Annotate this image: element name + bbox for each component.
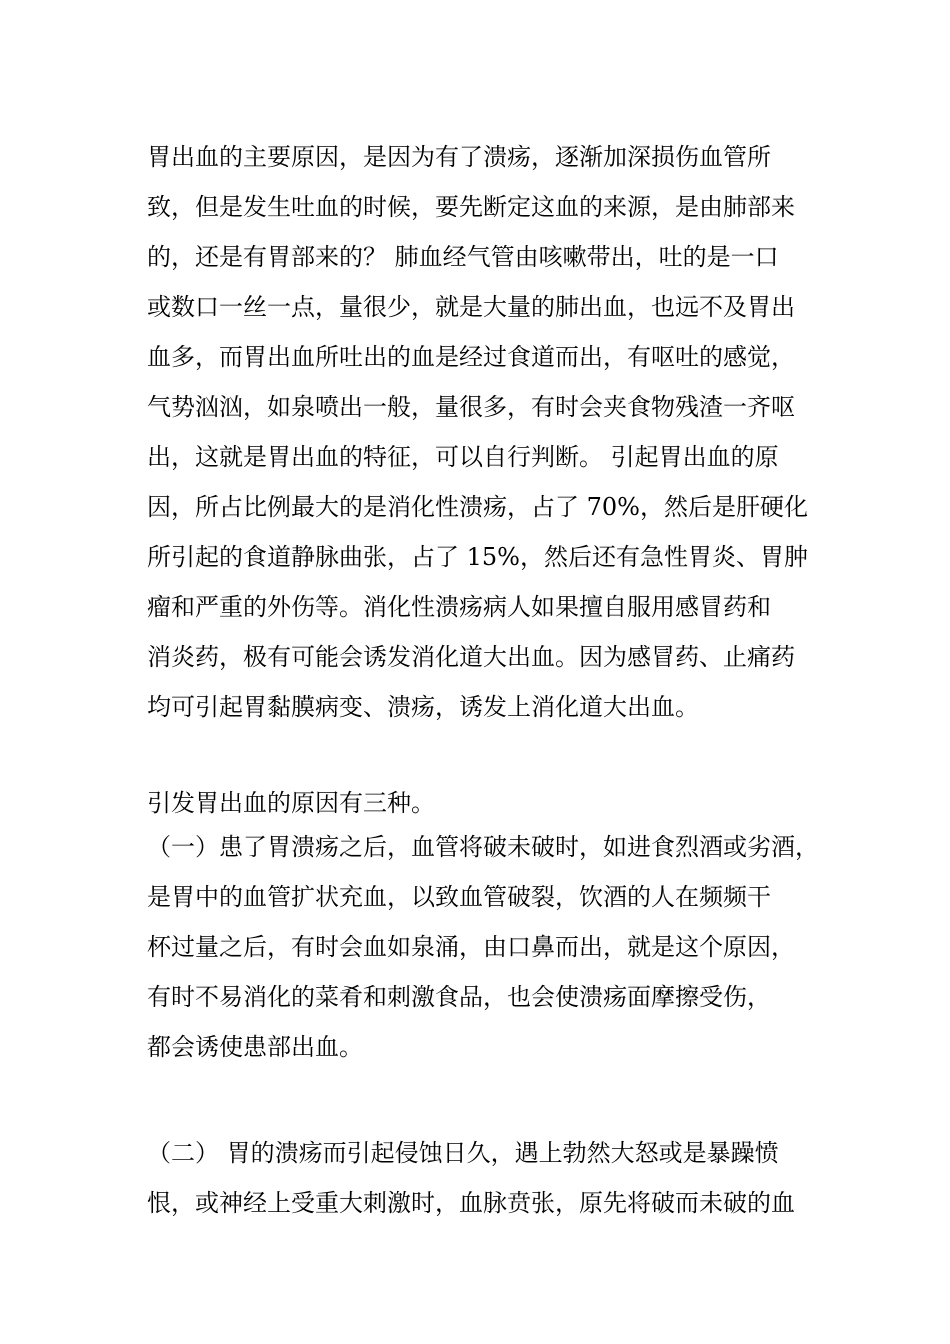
text-line: （二） 胃的溃疡而引起侵蚀日久，遇上勃然大怒或是暴躁愤 xyxy=(147,1139,779,1167)
text-line: 消炎药，极有可能会诱发消化道大出血。因为感冒药、止痛药 xyxy=(147,643,795,671)
text-line: 都会诱使患部出血。 xyxy=(147,1033,363,1061)
paragraph-cause-two xyxy=(147,1128,827,1228)
text-line: 或数口一丝一点，量很少，就是大量的肺出血，也远不及胃出 xyxy=(147,293,795,321)
text-line: 瘤和严重的外伤等。消化性溃疡病人如果擅自服用感冒药和 xyxy=(147,593,771,621)
text-line: 出，这就是胃出血的特征，可以自行判断。 引起胃出血的原 xyxy=(147,443,779,471)
text-line: 的，还是有胃部来的？ 肺血经气管由咳嗽带出，吐的是一口 xyxy=(147,243,779,271)
text-line: 血多，而胃出血所吐出的血是经过食道而出，有呕吐的感觉， xyxy=(147,343,795,371)
text-line: 均可引起胃黏膜病变、溃疡，诱发上消化道大出血。 xyxy=(147,693,699,721)
text-line: 因，所占比例最大的是消化性溃疡，占了 70%，然后是肝硬化 xyxy=(147,493,808,521)
text-line: 有时不易消化的菜肴和刺激食品，也会使溃疡面摩擦受伤， xyxy=(147,983,771,1011)
section-heading: 引发胃出血的原因有三种。 xyxy=(147,789,435,817)
paragraph-causes-overview xyxy=(147,132,827,732)
text-line: （一）患了胃溃疡之后，血管将破未破时，如进食烈酒或劣酒， xyxy=(147,833,819,861)
paragraph-three-causes xyxy=(147,784,827,1072)
text-line: 恨，或神经上受重大刺激时，血脉贲张，原先将破而未破的血 xyxy=(147,1189,795,1217)
text-line: 致，但是发生吐血的时候，要先断定这血的来源，是由肺部来 xyxy=(147,193,795,221)
text-line: 所引起的食道静脉曲张，占了 15%，然后还有急性胃炎、胃肿 xyxy=(147,543,808,571)
text-line: 是胃中的血管扩状充血，以致血管破裂，饮酒的人在频频干 xyxy=(147,883,771,911)
text-line: 胃出血的主要原因，是因为有了溃疡，逐渐加深损伤血管所 xyxy=(147,143,771,171)
text-line: 气势汹汹，如泉喷出一般，量很多，有时会夹食物残渣一齐呕 xyxy=(147,393,795,421)
text-line: 杯过量之后，有时会血如泉涌，由口鼻而出，就是这个原因， xyxy=(147,933,795,961)
